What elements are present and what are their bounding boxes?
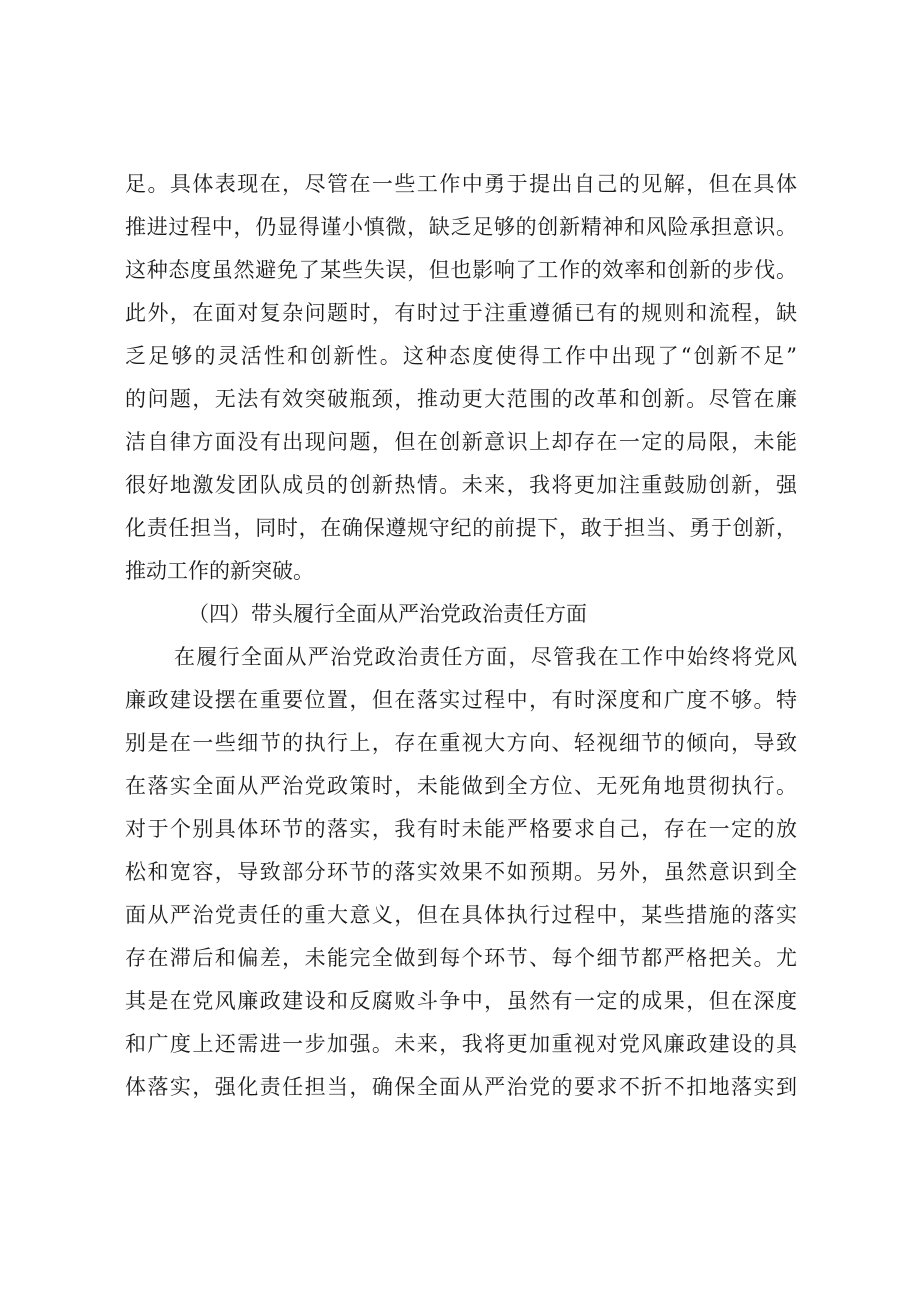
paragraph-1-line-4: 此外，在面对复杂问题时，有时过于注重遵循已有的规则和流程，缺 bbox=[125, 301, 797, 325]
paragraph-2-line-7: 面从严治党责任的重大意义，但在具体执行过程中，某些措施的落实 bbox=[125, 903, 797, 927]
paragraph-2-line-5: 对于个别具体环节的落实，我有时未能严格要求自己，存在一定的放 bbox=[125, 817, 797, 841]
paragraph-2-line-9: 其是在党风廉政建设和反腐败斗争中，虽然有一定的成果，但在深度 bbox=[125, 989, 797, 1013]
paragraph-2-line-10: 和广度上还需进一步加强。未来，我将更加重视对党风廉政建设的具 bbox=[125, 1032, 797, 1056]
paragraph-1-line-9: 化责任担当，同时，在确保遵规守纪的前提下，敢于担当、勇于创新， bbox=[125, 516, 797, 540]
paragraph-2-line-8: 存在滞后和偏差，未能完全做到每个环节、每个细节都严格把关。尤 bbox=[125, 946, 797, 970]
paragraph-2-line-2: 廉政建设摆在重要位置，但在落实过程中，有时深度和广度不够。特 bbox=[125, 688, 797, 712]
paragraph-2-line-11: 体落实，强化责任担当，确保全面从严治党的要求不折不扣地落实到 bbox=[125, 1075, 797, 1099]
paragraph-1-line-6: 的问题，无法有效突破瓶颈，推动更大范围的改革和创新。尽管在廉 bbox=[125, 387, 797, 411]
paragraph-2-line-6: 松和宽容，导致部分环节的落实效果不如预期。另外，虽然意识到全 bbox=[125, 860, 797, 884]
paragraph-2-line-1: 在履行全面从严治党政治责任方面，尽管我在工作中始终将党风 bbox=[174, 645, 797, 669]
paragraph-1-line-10: 推动工作的新突破。 bbox=[125, 559, 314, 583]
paragraph-2-line-3: 别是在一些细节的执行上，存在重视大方向、轻视细节的倾向，导致 bbox=[125, 731, 797, 755]
section-heading: （四）带头履行全面从严治党政治责任方面 bbox=[188, 602, 587, 626]
paragraph-1-line-3: 这种态度虽然避免了某些失误，但也影响了工作的效率和创新的步伐。 bbox=[125, 258, 797, 282]
paragraph-1-line-5: 乏足够的灵活性和创新性。这种态度使得工作中出现了“创新不足” bbox=[125, 344, 797, 368]
paragraph-2-line-4: 在落实全面从严治党政策时，未能做到全方位、无死角地贯彻执行。 bbox=[125, 774, 797, 798]
paragraph-1-line-8: 很好地激发团队成员的创新热情。未来，我将更加注重鼓励创新，强 bbox=[125, 473, 797, 497]
paragraph-1-line-7: 洁自律方面没有出现问题，但在创新意识上却存在一定的局限，未能 bbox=[125, 430, 797, 454]
paragraph-1-line-1: 足。具体表现在，尽管在一些工作中勇于提出自己的见解，但在具体 bbox=[125, 172, 797, 196]
paragraph-1-line-2: 推进过程中，仍显得谨小慎微，缺乏足够的创新精神和风险承担意识。 bbox=[125, 215, 797, 239]
